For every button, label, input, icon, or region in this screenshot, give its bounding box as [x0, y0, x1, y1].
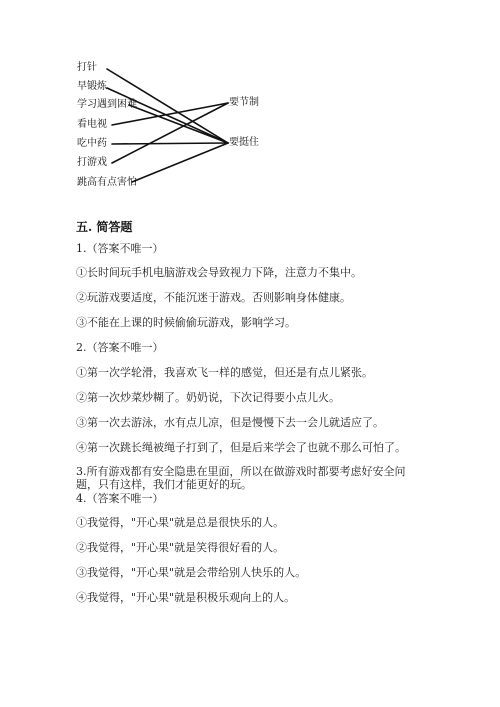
answer-4-item-1: ①我觉得，"开心果"就是总是很快乐的人。 [76, 516, 285, 529]
link-line-chizhongyao [112, 143, 228, 144]
answer-2-header: 2.（答案不唯一） [76, 341, 164, 354]
left-item-chizhongyao: 吃中药 [77, 138, 107, 149]
answer-1-header: 1.（答案不唯一） [76, 242, 164, 255]
left-item-dayouxi: 打游戏 [77, 157, 107, 168]
answer-2-item-2: ②第一次炒菜炒糊了。奶奶说，下次记得要小点儿火。 [76, 391, 340, 404]
answer-4-item-3: ③我觉得，"开心果"就是会带给别人快乐的人。 [76, 566, 307, 579]
left-item-dazhen: 打针 [77, 62, 97, 73]
left-item-kandianshi: 看电视 [77, 119, 107, 130]
matching-exercise [0, 0, 500, 200]
left-item-tiaogao: 跳高有点害怕 [77, 177, 137, 188]
right-item-yaojiezhi: 要节制 [229, 97, 259, 108]
section-title: 五. 简答题 [76, 220, 133, 234]
answer-1-item-1: ①长时间玩手机电脑游戏会导致视力下降，注意力不集中。 [76, 266, 362, 279]
answer-4-item-4: ④我觉得，"开心果"就是积极乐观向上的人。 [76, 591, 296, 604]
answer-2-item-1: ①第一次学轮滑，我喜欢飞一样的感觉，但还是有点儿紧张。 [76, 366, 373, 379]
left-item-xuexi: 学习遇到困难 [77, 99, 137, 110]
answer-4-header: 4.（答案不唯一） [76, 492, 164, 505]
answer-2-item-3: ③第一次去游泳，水有点儿凉，但是慢慢下去一会儿就适应了。 [76, 416, 384, 429]
answer-1-item-3: ③不能在上课的时候偷偷玩游戏，影响学习。 [76, 316, 296, 329]
answer-3: 3.所有游戏都有安全隐患在里面，所以在做游戏时都要考虑好安全问题，只有这样，我们才能更好的玩。 [76, 465, 406, 491]
answer-2-item-4: ④第一次跳长绳被绳子打到了，但是后来学会了也就不那么可怕了。 [76, 441, 406, 454]
answer-4-item-2: ②我觉得，"开心果"就是笑得很好看的人。 [76, 541, 285, 554]
link-line-tiaogao [132, 143, 228, 182]
left-item-zaoduanlian: 早锻炼 [77, 81, 107, 92]
answer-1-item-2: ②玩游戏要适度，不能沉迷于游戏。否则影响身体健康。 [76, 291, 351, 304]
right-item-yaotingzhu: 要挺住 [229, 137, 259, 148]
